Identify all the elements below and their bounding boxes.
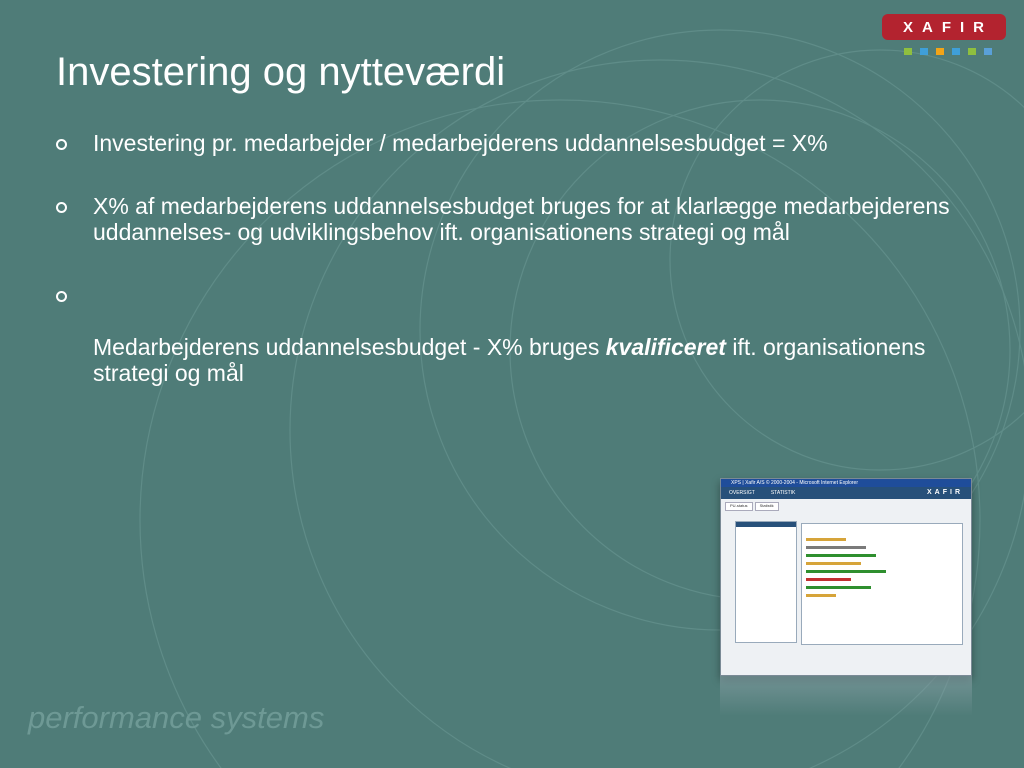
logo-dot <box>920 48 928 55</box>
slide-title: Investering og nytteværdi <box>56 50 506 94</box>
logo-dot <box>968 48 976 55</box>
bullet-icon <box>56 291 67 302</box>
screenshot-bar <box>806 586 871 589</box>
app-screenshot-thumbnail <box>720 478 972 676</box>
bullet-text: Medarbejderens uddannelsesbudget - X% bruges <box>93 334 606 360</box>
screenshot-tab: PU-status <box>725 502 753 511</box>
screenshot-reflection <box>720 676 972 716</box>
screenshot-nav-item: OVERSIGT <box>729 490 755 496</box>
screenshot-right-panel <box>801 523 963 645</box>
logo-dot <box>904 48 912 55</box>
screenshot-panel-header <box>736 522 796 527</box>
bullet-item <box>56 193 956 245</box>
screenshot-bar <box>806 570 886 573</box>
footer-tagline: performance systems <box>28 700 325 735</box>
screenshot-nav-item: STATISTIK <box>770 490 796 496</box>
bullet-item <box>56 282 956 386</box>
bullet-list <box>56 130 956 423</box>
screenshot-bar <box>806 538 846 541</box>
screenshot-bar <box>806 554 876 557</box>
screenshot-bar <box>806 562 861 565</box>
screenshot-tabs <box>721 499 971 511</box>
logo-color-dots <box>904 48 992 55</box>
xafir-logo: XAFIR <box>882 14 1006 40</box>
screenshot-window-title: XPS | Xafir A/S © 2000-2004 - Microsoft Internet Explorer <box>721 479 971 487</box>
bullet-text: Investering pr. medarbejder / medarbejderens uddannelsesbudget = X% <box>93 130 828 156</box>
screenshot-left-panel <box>735 521 797 643</box>
bullet-emphasis: kvalificeret <box>605 334 726 360</box>
bullet-icon <box>56 139 67 150</box>
screenshot-logo: XAFIR <box>927 489 963 496</box>
screenshot-bar <box>806 546 866 549</box>
bullet-text-end: ift. organisationens strategi og mål <box>93 334 926 386</box>
logo-dot <box>984 48 992 55</box>
bullet-text: X% af medarbejderens uddannelsesbudget bruges for at klarlægge medarbejderens uddannelses- og udviklingsbehov ift. organisationens strategi og mål <box>93 193 950 245</box>
bullet-icon <box>56 202 67 213</box>
screenshot-nav <box>721 487 971 499</box>
logo-dot <box>952 48 960 55</box>
screenshot-bar <box>806 578 851 581</box>
logo-dot <box>936 48 944 55</box>
screenshot-tab: Statistik <box>755 502 779 511</box>
screenshot-bar <box>806 594 836 597</box>
bullet-item <box>56 130 956 156</box>
